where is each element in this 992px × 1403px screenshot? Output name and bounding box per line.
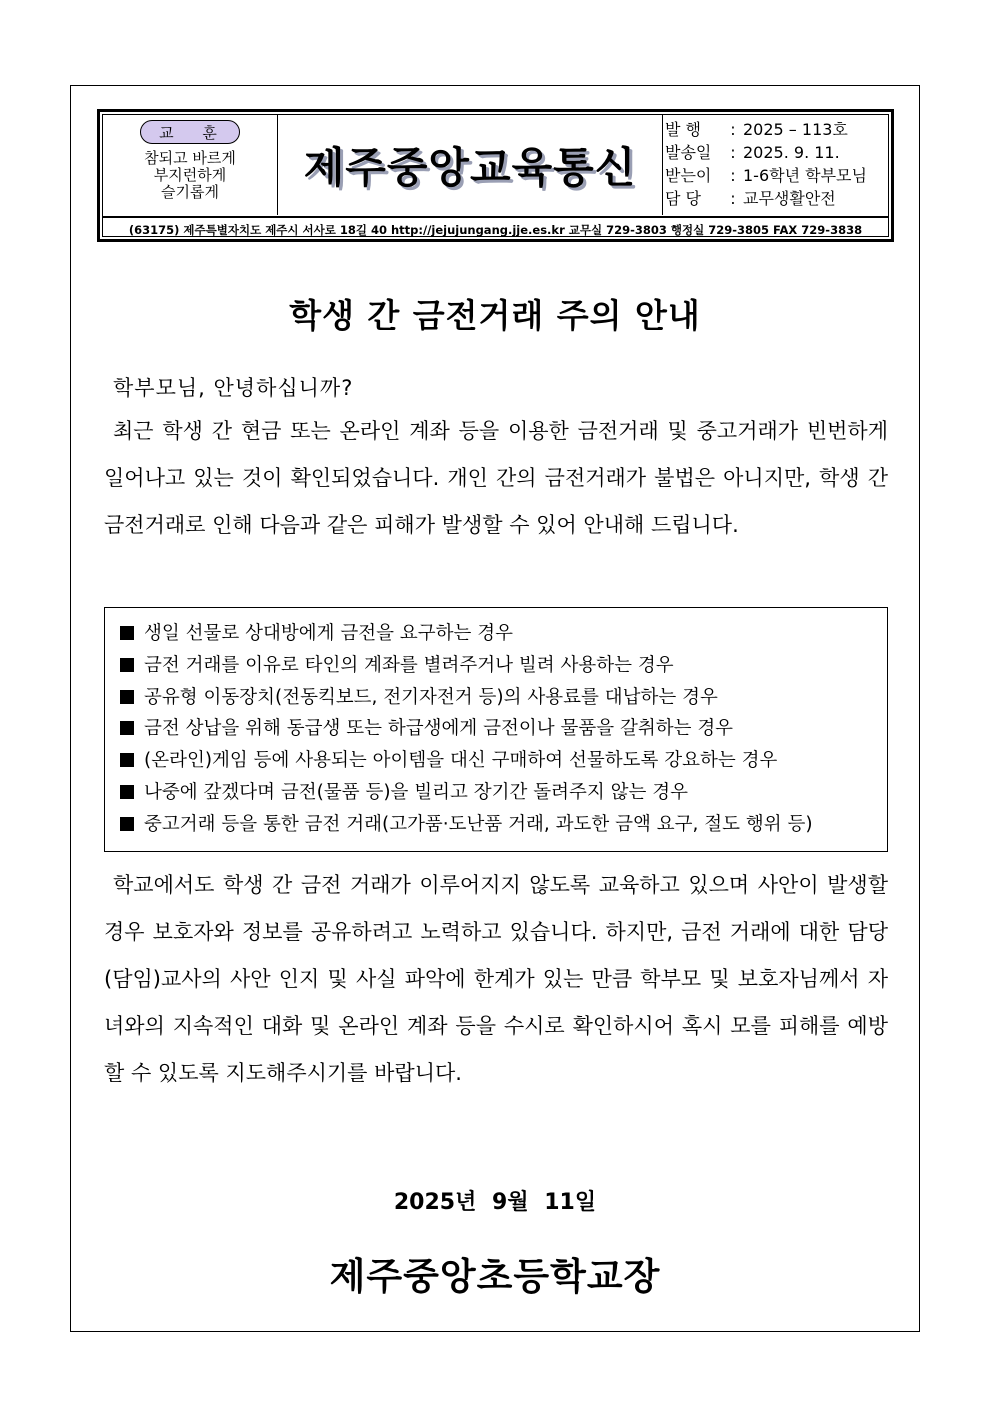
- damage-cases-box: [104, 607, 888, 852]
- info-value: 교무생활안전: [743, 189, 836, 208]
- info-key: 받는이: [665, 166, 712, 185]
- info-key: 발송일: [665, 143, 712, 162]
- case-item: 생일 선물로 상대방에게 금전을 요구하는 경우: [120, 618, 887, 650]
- square-bullet-icon: [120, 658, 134, 672]
- info-separator: :: [730, 166, 736, 185]
- info-row-send-date: [665, 141, 893, 164]
- motto-line: 부지런하게: [153, 166, 227, 184]
- info-separator: :: [730, 189, 736, 208]
- motto-badge: 교 훈: [140, 120, 240, 144]
- newsletter-header: [97, 109, 894, 242]
- motto-text: [103, 150, 277, 201]
- square-bullet-icon: [120, 785, 134, 799]
- info-value: 1-6학년 학부모님: [743, 166, 867, 185]
- square-bullet-icon: [120, 817, 134, 831]
- school-motto: [103, 115, 278, 215]
- document-title: 학생 간 금전거래 주의 안내: [289, 296, 701, 335]
- info-key: 담 당: [665, 189, 701, 208]
- motto-line: 슬기롭게: [161, 183, 219, 201]
- title-cell: [278, 115, 663, 215]
- newsletter-title: 제주중앙교육통신: [303, 143, 637, 192]
- square-bullet-icon: [120, 690, 134, 704]
- issue-info: [665, 118, 893, 214]
- square-bullet-icon: [120, 721, 134, 735]
- principal-signature: 제주중앙초등학교장: [329, 1255, 661, 1298]
- issue-date: 2025년 9월 11일: [393, 1190, 597, 1215]
- request-paragraph: 학교에서도 학생 간 금전 거래가 이루어지지 않도록 교육하고 있으며 사안이 발생할 경우 보호자와 정보를 공유하려고 노력하고 있습니다. 하지만, 금전 거래에 대한 담당(담임)교사의 사안 인지 및 사실 파악에 한계가 있는 만큼 학부모 및 보호자님께서 자녀와의 지속적인 대화 및 온라인 계좌 등을 수시로 확인하시어 혹시 모를 피해를 예방할 수 있도록 지도해주시기를 바랍니다.: [104, 873, 888, 1085]
- case-item: (온라인)게임 등에 사용되는 아이템을 대신 구매하여 선물하도록 강요하는 경우: [120, 745, 887, 777]
- info-separator: :: [730, 120, 736, 139]
- info-value: 2025 – 113호: [743, 120, 848, 139]
- greeting: 학부모님, 안녕하십니까?: [113, 376, 354, 400]
- info-key: 발 행: [665, 120, 701, 139]
- school-address-bar: (63175) 제주특별자치도 제주시 서사로 18길 40 http://jejujungang.jje.es.kr 교무실 729-3803 행정실 729-3805 FAX 729-3838: [103, 216, 888, 242]
- case-item: 중고거래 등을 통한 금전 거래(고가품·도난품 거래, 과도한 금액 요구, 절도 행위 등): [120, 809, 887, 841]
- motto-line: 참되고 바르게: [144, 149, 236, 167]
- case-item: 공유형 이동장치(전동킥보드, 전기자전거 등)의 사용료를 대납하는 경우: [120, 682, 887, 714]
- info-row-recipient: [665, 164, 893, 187]
- case-item: 금전 거래를 이유로 타인의 계좌를 별려주거나 빌려 사용하는 경우: [120, 650, 887, 682]
- info-row-owner: [665, 187, 893, 210]
- square-bullet-icon: [120, 626, 134, 640]
- case-item: 나중에 갚겠다며 금전(물품 등)을 빌리고 장기간 돌려주지 않는 경우: [120, 777, 887, 809]
- case-item: 금전 상납을 위해 동급생 또는 하급생에게 금전이나 물품을 갈취하는 경우: [120, 713, 887, 745]
- info-row-issue: [665, 118, 893, 141]
- intro-paragraph: 최근 학생 간 현금 또는 온라인 계좌 등을 이용한 금전거래 및 중고거래가 빈번하게 일어나고 있는 것이 확인되었습니다. 개인 간의 금전거래가 불법은 아니지만, 학생 간 금전거래로 인해 다음과 같은 피해가 발생할 수 있어 안내해 드립니다.: [104, 419, 888, 537]
- info-separator: :: [730, 143, 736, 162]
- header-inner-frame: [102, 114, 889, 237]
- square-bullet-icon: [120, 753, 134, 767]
- info-value: 2025. 9. 11.: [743, 143, 840, 162]
